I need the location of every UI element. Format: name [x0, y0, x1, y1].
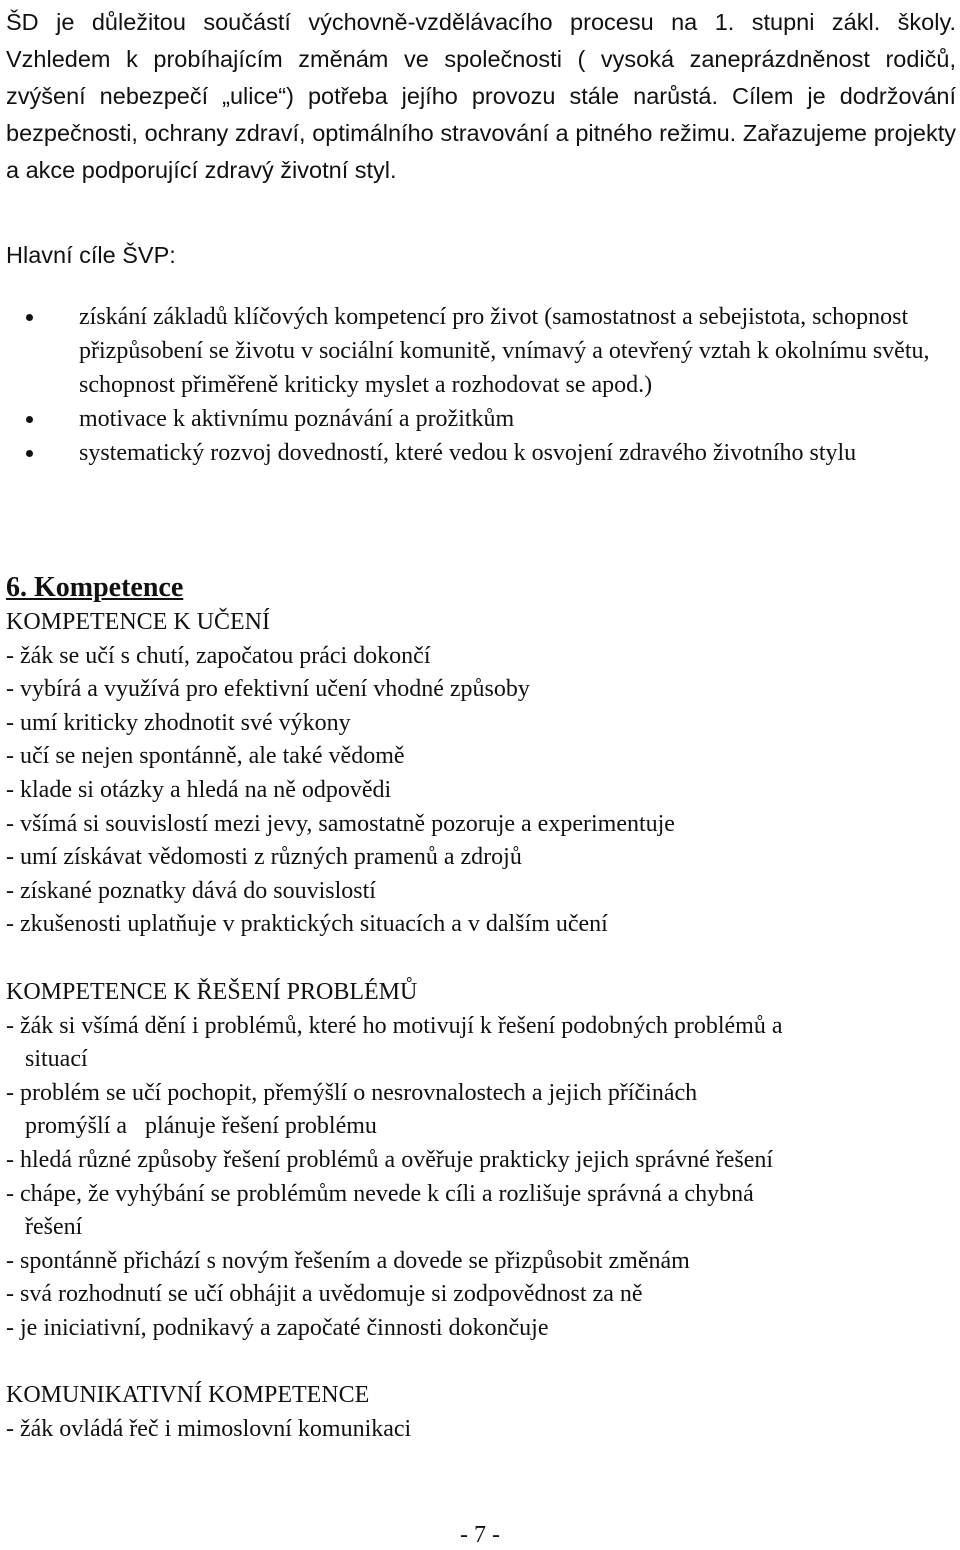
list-item: - učí se nejen spontánně, ale také vědomě [6, 743, 405, 770]
intro-paragraph: ŠD je důležitou součástí výchovně-vzdělávacího procesu na 1. stupni zákl. školy. Vzhledem k probíhajícím změnám ve společnosti ( vysoká zaneprázdněnost rodičů, zvýšení nebezpečí „ulice“) potřeba jejího provozu stále narůstá. Cílem je dodržování bezpečnosti, ochrany zdraví, optimálního stravování a pitného režimu. Zařazujeme projekty a akce podporující zdravý životní styl. [6, 9, 956, 183]
list-item: - vybírá a využívá pro efektivní učení vhodné způsoby [6, 676, 530, 703]
page-number: - 7 - [460, 1522, 500, 1548]
list-item: motivace k aktivnímu poznávání a prožitkům [6, 402, 956, 436]
list-item: - chápe, že vyhýbání se problémům nevede k cíli a rozlišuje správná a chybná [6, 1180, 754, 1207]
list-item: - všímá si souvislostí mezi jevy, samostatně pozoruje a experimentuje [6, 810, 675, 837]
list-item-continuation: situací [25, 1046, 88, 1073]
list-item-continuation: řešení [25, 1214, 83, 1241]
goals-heading: Hlavní cíle ŠVP: [6, 242, 176, 268]
list-item: - klade si otázky a hledá na ně odpovědi [6, 776, 392, 803]
list-item: systematický rozvoj dovedností, které vedou k osvojení zdravého životního stylu [6, 436, 956, 470]
list-item: - problém se učí pochopit, přemýšlí o nesrovnalostech a jejich příčinách [6, 1079, 698, 1106]
spacer [6, 942, 956, 976]
learning-competence-title: KOMPETENCE K UČENÍ [6, 609, 270, 635]
list-item: - žák ovládá řeč i mimoslovní komunikaci [6, 1416, 412, 1443]
list-item: - zkušenosti uplatňuje v praktických situacích a v dalším učení [6, 911, 608, 938]
list-item: - spontánně přichází s novým řešením a dovede se přizpůsobit změnám [6, 1247, 690, 1274]
list-item: - umí získávat vědomosti z různých pramenů a zdrojů [6, 844, 522, 871]
bullet-icon [26, 450, 33, 457]
bullet-icon [26, 314, 33, 321]
list-item: - je iniciativní, podnikavý a započaté činnosti dokončuje [6, 1314, 549, 1341]
communication-competence-title: KOMUNIKATIVNÍ KOMPETENCE [6, 1382, 370, 1409]
list-item: - svá rozhodnutí se učí obhájit a uvědomuje si zodpovědnost za ně [6, 1281, 643, 1308]
bullet-icon [26, 416, 33, 423]
kompetence-section [6, 570, 956, 1447]
list-item: - získané poznatky dává do souvislostí [6, 877, 376, 904]
list-item: získání základů klíčových kompetencí pro život (samostatnost a sebejistota, schopnost přizpůsobení se životu v sociální komunitě, vnímavý a otevřený vztah k okolnímu světu, schopnost přiměřeně kriticky myslet a rozhodovat se apod.) [6, 300, 956, 402]
list-item: - žák si všímá dění i problémů, které ho motivují k řešení podobných problémů a [6, 1012, 783, 1039]
list-item: - umí kriticky zhodnotit své výkony [6, 709, 351, 736]
list-item: - hledá různé způsoby řešení problémů a ověřuje prakticky jejich správné řešení [6, 1146, 774, 1173]
spacer [6, 1345, 956, 1379]
section-title: 6. Kompetence [6, 572, 184, 603]
list-item-continuation: promýšlí a plánuje řešení problému [25, 1113, 377, 1140]
problem-solving-title: KOMPETENCE K ŘEŠENÍ PROBLÉMŮ [6, 978, 418, 1005]
goals-list [6, 300, 956, 470]
list-item: - žák se učí s chutí, započatou práci dokončí [6, 642, 431, 669]
